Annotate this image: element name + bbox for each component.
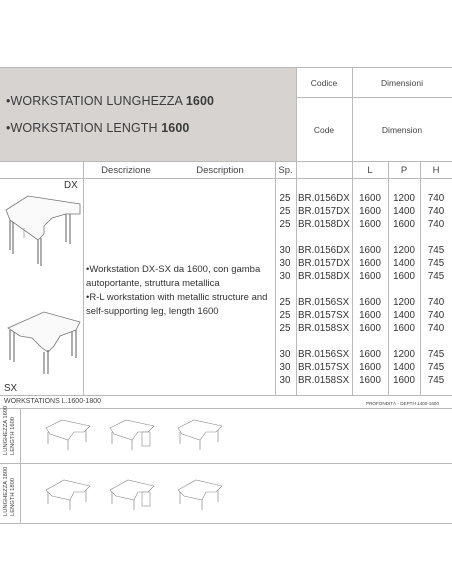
cell-code: BR.0158DX [298, 271, 350, 282]
divider [83, 161, 84, 395]
row1-label: LUNGHEZZA 1600 LENGTH 1600 [3, 405, 16, 455]
col-p: P [400, 165, 408, 176]
divider [0, 523, 452, 524]
cell-sp: 30 [279, 362, 291, 373]
cell-l: 1600 [359, 310, 381, 321]
cell-p: 1200 [393, 349, 415, 360]
cell-p: 1400 [393, 258, 415, 269]
cell-sp: 30 [279, 271, 291, 282]
cell-h: 740 [427, 323, 445, 334]
cell-h: 745 [427, 271, 445, 282]
cell-l: 1600 [359, 297, 381, 308]
cell-sp: 30 [279, 258, 291, 269]
cell-p: 1600 [393, 375, 415, 386]
thumb-desk-1600-b [108, 418, 156, 452]
divider [0, 408, 452, 409]
description-english: •R-L workstation with metallic structure and self-supporting leg, length 1600 [86, 292, 268, 317]
cell-sp: 25 [279, 206, 291, 217]
cell-p: 1400 [393, 362, 415, 373]
thumb-desk-1600-c [176, 418, 224, 452]
header-title-band [0, 68, 296, 161]
cell-l: 1600 [359, 245, 381, 256]
cell-p: 1200 [393, 193, 415, 204]
footer-workstations: WORKSTATIONS L.1600-1800 [4, 398, 101, 405]
cell-code: BR.0156SX [298, 349, 350, 360]
label-dx: DX [64, 180, 78, 191]
codice-label: Codice [310, 78, 338, 88]
divider [296, 97, 452, 98]
divider [0, 67, 452, 68]
desk-sx-illustration [4, 300, 82, 380]
divider [0, 178, 452, 179]
cell-code: BR.0158SX [298, 375, 350, 386]
cell-code: BR.0156SX [298, 297, 350, 308]
cell-p: 1600 [393, 323, 415, 334]
col-sp: Sp. [278, 165, 293, 176]
dimension-label: Dimension [381, 125, 423, 135]
cell-sp: 25 [279, 323, 291, 334]
cell-h: 740 [427, 297, 445, 308]
cell-sp: 30 [279, 349, 291, 360]
divider [0, 395, 452, 396]
cell-h: 745 [427, 375, 445, 386]
cell-code: BR.0158SX [298, 323, 350, 334]
cell-p: 1600 [393, 219, 415, 230]
title-italian: •WORKSTATION LUNGHEZZA 1600 [6, 94, 215, 108]
thumb-desk-1600-a [44, 418, 92, 452]
cell-h: 745 [427, 245, 445, 256]
cell-l: 1600 [359, 271, 381, 282]
cell-h: 740 [427, 310, 445, 321]
cell-l: 1600 [359, 193, 381, 204]
desk-dx-illustration [4, 190, 82, 270]
title-english: •WORKSTATION LENGTH 1600 [6, 121, 190, 135]
cell-p: 1200 [393, 297, 415, 308]
cell-h: 745 [427, 349, 445, 360]
footer-profondita: PROFONDITÀ - DEPTH 1400-1600 [366, 401, 440, 406]
thumb-desk-1800-c [176, 478, 224, 512]
divider [296, 67, 297, 395]
cell-code: BR.0157DX [298, 206, 350, 217]
description-italian: •Workstation DX-SX da 1600, con gamba autoportante, struttura metallica [86, 264, 261, 289]
cell-sp: 30 [279, 375, 291, 386]
divider [0, 161, 452, 162]
thumb-desk-1800-a [44, 478, 92, 512]
divider [20, 408, 21, 523]
cell-h: 740 [427, 219, 445, 230]
code-label: Code [313, 125, 335, 135]
cell-sp: 25 [279, 310, 291, 321]
cell-sp: 25 [279, 193, 291, 204]
cell-sp: 30 [279, 245, 291, 256]
col-descrizione: Descrizione [101, 165, 151, 176]
cell-sp: 25 [279, 219, 291, 230]
row2-label: LUNGHEZZA 1800 LENGTH 1800 [3, 466, 16, 516]
cell-p: 1400 [393, 206, 415, 217]
dimensioni-label: Dimensioni [380, 78, 424, 88]
cell-code: BR.0158DX [298, 219, 350, 230]
cell-l: 1600 [359, 206, 381, 217]
cell-l: 1600 [359, 349, 381, 360]
cell-l: 1600 [359, 323, 381, 334]
cell-l: 1600 [359, 362, 381, 373]
cell-l: 1600 [359, 258, 381, 269]
cell-l: 1600 [359, 375, 381, 386]
cell-p: 1600 [393, 271, 415, 282]
thumb-desk-1800-b [108, 478, 156, 512]
cell-code: BR.0157SX [298, 310, 350, 321]
cell-p: 1200 [393, 245, 415, 256]
col-h: H [432, 165, 440, 176]
cell-code: BR.0157SX [298, 362, 350, 373]
cell-h: 745 [427, 258, 445, 269]
cell-sp: 25 [279, 297, 291, 308]
cell-p: 1400 [393, 310, 415, 321]
cell-code: BR.0157DX [298, 258, 350, 269]
divider [352, 67, 353, 395]
cell-h: 740 [427, 206, 445, 217]
cell-code: BR.0156DX [298, 193, 350, 204]
cell-h: 740 [427, 193, 445, 204]
cell-h: 745 [427, 362, 445, 373]
cell-code: BR.0156DX [298, 245, 350, 256]
col-description: Description [196, 165, 244, 176]
col-l: L [367, 165, 373, 176]
cell-l: 1600 [359, 219, 381, 230]
divider [0, 463, 452, 464]
label-sx: SX [4, 383, 18, 394]
